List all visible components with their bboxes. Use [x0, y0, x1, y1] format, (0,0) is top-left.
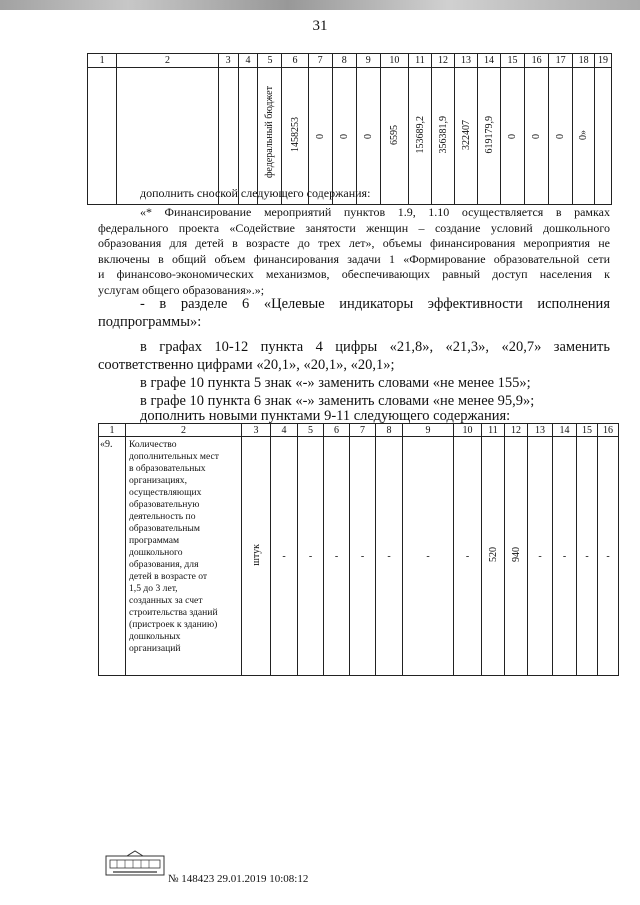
- col-header: 13: [528, 424, 553, 437]
- col-header: 5: [298, 424, 324, 437]
- col-header: 6: [282, 54, 308, 68]
- funding-table: [87, 53, 612, 205]
- col-header: 14: [553, 424, 577, 437]
- table-cell: 0: [501, 68, 525, 205]
- col-header: 9: [356, 54, 380, 68]
- col-header: 19: [595, 54, 612, 68]
- table-cell: 356381,9: [432, 68, 455, 205]
- table-cell: [258, 68, 282, 205]
- col-header: 4: [238, 54, 258, 68]
- table-cell: -: [271, 437, 298, 676]
- col-header: 6: [324, 424, 350, 437]
- table-cell: -: [350, 437, 376, 676]
- table-cell: 0»: [573, 68, 595, 205]
- paragraph-section6: - в разделе 6 «Целевые индикаторы эффективности исполнения подпрограммы»:: [98, 296, 610, 330]
- col-header: 12: [432, 54, 455, 68]
- table-cell: -: [403, 437, 454, 676]
- table-cell: 0: [356, 68, 380, 205]
- col-header: 12: [505, 424, 528, 437]
- col-header: 9: [403, 424, 454, 437]
- table-cell: [117, 68, 218, 205]
- table-cell: -: [528, 437, 553, 676]
- table-cell: 0: [549, 68, 573, 205]
- col-header: 2: [126, 424, 242, 437]
- col-header: 3: [242, 424, 271, 437]
- col-header: 3: [218, 54, 238, 68]
- col-header: 7: [350, 424, 376, 437]
- col-header: 17: [549, 54, 573, 68]
- table-cell: -: [298, 437, 324, 676]
- col-header: 14: [478, 54, 501, 68]
- paragraph-point5: в графе 10 пункта 5 знак «-» заменить словами «не менее 155»;: [140, 375, 531, 391]
- col-header: 4: [271, 424, 298, 437]
- unit-cell: [242, 437, 271, 676]
- table-cell: 322407: [455, 68, 478, 205]
- footnote-text: «* Финансирование мероприятий пунктов 1.9, 1.10 осуществляется в рамках федерального проекта «Содействие занятости женщин – создание условий дошкольного образования для детей в возрасте до трех лет», объемы финансирования мероприятия не включены в общий объем финансирования задачи 1 «Формирование образовательной сети и финансово-экономических механизмов, обеспечивающих равный доступ населения к услугам общего образования».»;: [98, 205, 610, 297]
- col-header: 2: [117, 54, 218, 68]
- table-cell: 0: [525, 68, 549, 205]
- col-header: 11: [482, 424, 505, 437]
- col-header: 1: [88, 54, 117, 68]
- unit: штук: [250, 543, 262, 566]
- page-number: 31: [312, 18, 328, 34]
- table-cell: [595, 68, 612, 205]
- table-cell: 153689,2: [409, 68, 432, 205]
- table-cell: 619179,9: [478, 68, 501, 205]
- row-number: «9.: [99, 437, 126, 676]
- table-cell: -: [577, 437, 598, 676]
- funding-source: федеральный бюджет: [264, 86, 276, 179]
- paragraph-columns-10-12: в графах 10-12 пункта 4 цифры «21,8», «21,3», «20,7» заменить соответственно цифрами «20,1», «20,1», «20,1»;: [98, 339, 610, 373]
- indicators-table: [98, 423, 619, 676]
- table-cell: 0: [308, 68, 332, 205]
- table-cell: 0: [332, 68, 356, 205]
- table-cell: -: [376, 437, 403, 676]
- col-header: 16: [598, 424, 619, 437]
- table-cell: 520: [482, 437, 505, 676]
- col-header: 8: [376, 424, 403, 437]
- col-header: 15: [577, 424, 598, 437]
- table-cell: 6595: [380, 68, 408, 205]
- col-header: 10: [454, 424, 482, 437]
- registration-stamp-icon: [105, 850, 165, 876]
- table-cell: [238, 68, 258, 205]
- table-cell: -: [598, 437, 619, 676]
- col-header: 15: [501, 54, 525, 68]
- col-header: 16: [525, 54, 549, 68]
- paragraph-footnote-intro: дополнить сноской следующего содержания:: [140, 186, 371, 200]
- table-cell: -: [553, 437, 577, 676]
- table-cell: -: [324, 437, 350, 676]
- registration-number: № 148423 29.01.2019 10:08:12: [168, 873, 309, 885]
- col-header: 18: [573, 54, 595, 68]
- col-header: 10: [380, 54, 408, 68]
- indicator-description: Количество дополнительных мест в образовательных организациях, осуществляющих образовательную деятельность по образовательным программам дошкольного образования, для детей в возрасте от 1,5 до 3 лет, созданных за счет строительства зданий (пристроек к зданию) дошкольных организаций: [126, 437, 242, 676]
- col-header: 7: [308, 54, 332, 68]
- col-header: 11: [409, 54, 432, 68]
- table-cell: 940: [505, 437, 528, 676]
- col-header: 13: [455, 54, 478, 68]
- paragraph-point6: в графе 10 пункта 6 знак «-» заменить словами «не менее 95,9»;: [140, 393, 535, 409]
- col-header: 5: [258, 54, 282, 68]
- paragraph-new-points: дополнить новыми пунктами 9-11 следующего содержания:: [140, 408, 511, 424]
- scan-edge: [0, 0, 640, 10]
- table-cell: 1458253: [282, 68, 308, 205]
- col-header: 1: [99, 424, 126, 437]
- col-header: 8: [332, 54, 356, 68]
- table-cell: -: [454, 437, 482, 676]
- table-cell: [88, 68, 117, 205]
- table-cell: [218, 68, 238, 205]
